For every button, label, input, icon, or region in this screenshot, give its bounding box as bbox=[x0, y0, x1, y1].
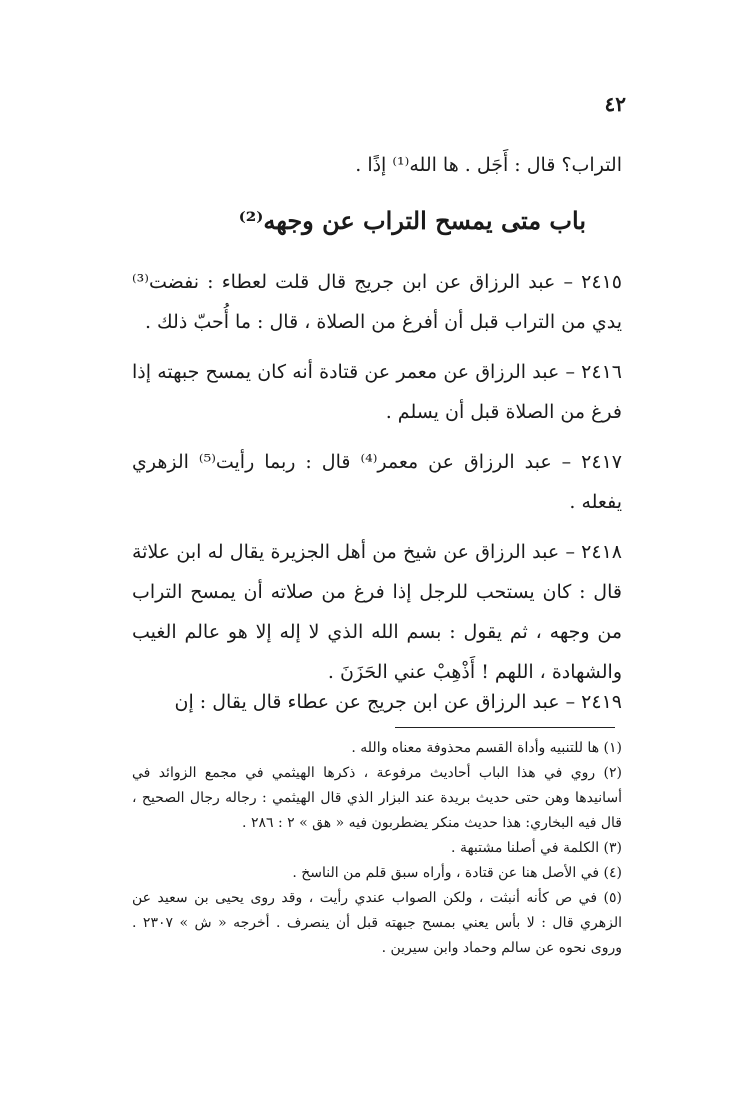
hadith-2415: ٢٤١٥ – عبد الرزاق عن ابن جريج قال قلت لعطاء : نفضت⁽³⁾ يدي من التراب قبل أن أفرغ من الصلاة ، قال : ما أُحبّ ذلك . bbox=[132, 271, 622, 333]
footnotes bbox=[132, 736, 622, 961]
page-number: ٤٢ bbox=[604, 92, 626, 116]
footnote-1: (١) ها للتنبيه وأداة القسم محذوفة معناه والله . bbox=[351, 740, 622, 756]
footnote-4: (٤) في الأصل هنا عن قتادة ، وأراه سبق قلم من الناسخ . bbox=[292, 865, 622, 881]
chapter-title: باب متى يمسح التراب عن وجهه⁽²⁾ bbox=[238, 206, 586, 235]
hadith-2418: ٢٤١٨ – عبد الرزاق عن شيخ من أهل الجزيرة يقال له ابن علاثة قال : كان يستحب للرجل إذا فرغ من صلاته أن يمسح التراب من وجهه ، ثم يقول : بسم الله الذي لا إله إلا هو عالم الغيب والشهادة ، اللهم ! أَذْهِبْ عني الحَزَنَ . bbox=[132, 541, 622, 683]
footnote-2: (٢) روي في هذا الباب أحاديث مرفوعة ، ذكرها الهيثمي في مجمع الزوائد في أسانيدها وهن حتى حديث بريدة عند البزار الذي قال الهيثمي : رجاله رجال الصحيح ، قال فيه البخاري: هذا حديث منكر يضطربون فيه « هق » ٢ : ٢٨٦ . bbox=[132, 765, 622, 831]
hadith-2419: ٢٤١٩ – عبد الرزاق عن ابن جريج عن عطاء قال يقال : إن bbox=[174, 691, 622, 713]
hadith-2417: ٢٤١٧ – عبد الرزاق عن معمر⁽⁴⁾ قال : ربما رأيت⁽⁵⁾ الزهري يفعله . bbox=[132, 451, 622, 513]
footnote-3: (٣) الكلمة في أصلنا مشتبهة . bbox=[451, 840, 622, 856]
hadith-2416: ٢٤١٦ – عبد الرزاق عن معمر عن قتادة أنه كان يمسح جبهته إذا فرغ من الصلاة قبل أن يسلم . bbox=[132, 361, 622, 423]
footnote-5: (٥) في ص كأنه أنبثت ، ولكن الصواب عندي رأيت ، وقد روى يحيى بن سعيد عن الزهري قال : لا بأس يعني بمسح جبهته قبل أن ينصرف . أخرجه « ش » ٢٣٠٧ . وروى نحوه عن سالم وحماد وابن سيرين . bbox=[132, 890, 622, 956]
opening-line: التراب؟ قال : أَجَل . ها الله⁽¹⁾ إذًا . bbox=[355, 154, 622, 176]
footnote-divider bbox=[395, 727, 615, 728]
